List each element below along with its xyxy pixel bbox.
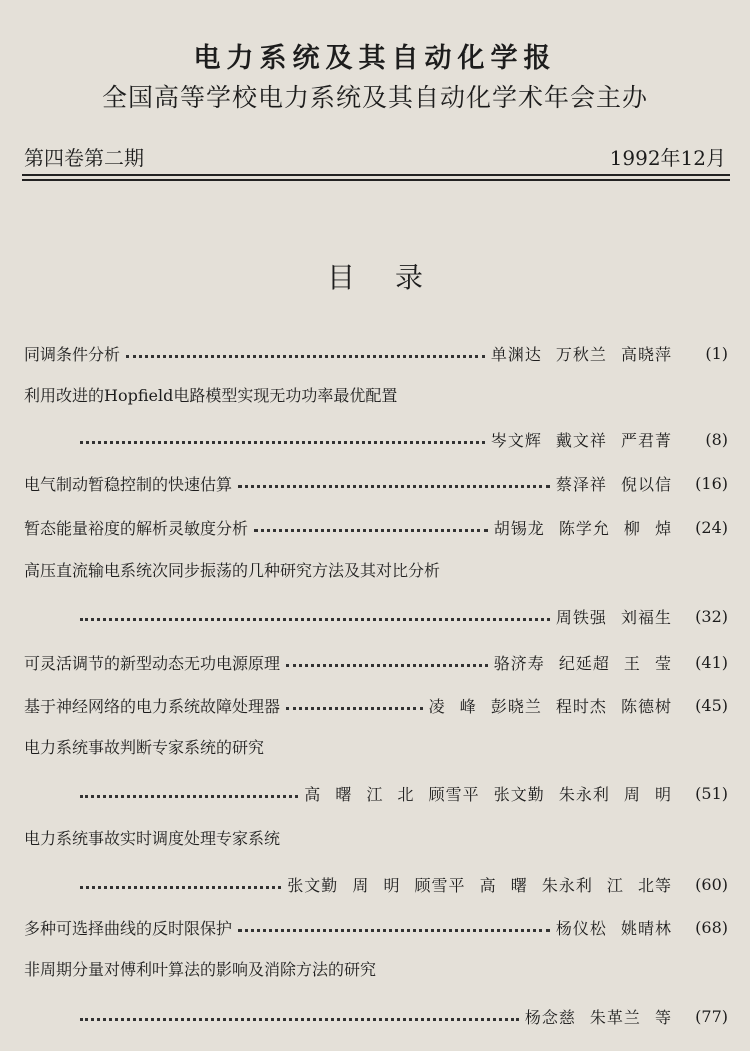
article-authors: 凌 峰 彭晓兰 程时杰 陈德树 — [428, 696, 672, 716]
leader-dots — [126, 341, 485, 358]
article-title[interactable]: 电力系统事故实时调度处理专家系统 — [24, 829, 281, 848]
journal-sponsor: 全国高等学校电力系统及其自动化学术年会主办 — [101, 83, 648, 112]
article-title: 基于神经网络的电力系统故障处理器 — [24, 696, 281, 716]
article-title[interactable]: 电力系统事故判断专家系统的研究 — [24, 738, 265, 757]
leader-dots — [254, 515, 488, 532]
page-number: (16) — [695, 473, 728, 493]
toc-entry[interactable] — [24, 692, 728, 718]
leader-dots — [238, 471, 550, 488]
leader-dots — [80, 604, 550, 621]
toc-entry[interactable] — [24, 603, 728, 629]
toc-heading: 目录 — [326, 261, 463, 294]
toc-entry[interactable] — [24, 780, 728, 806]
page-number: (41) — [695, 652, 728, 672]
article-title: 暂态能量裕度的解析灵敏度分析 — [24, 518, 249, 538]
article-title: 同调条件分析 — [24, 344, 121, 364]
toc-entry[interactable] — [24, 514, 728, 540]
toc-entry[interactable] — [24, 914, 728, 940]
toc-entry[interactable] — [24, 470, 728, 496]
article-authors: 岑文辉 戴文祥 严君菁 — [490, 430, 672, 450]
leader-dots — [286, 650, 488, 667]
page-number: (77) — [695, 1006, 728, 1026]
article-title: 可灵活调节的新型动态无功电源原理 — [24, 653, 281, 673]
article-authors: 单渊达 万秋兰 高晓萍 — [490, 344, 672, 364]
article-authors: 杨念慈 朱革兰 等 — [524, 1007, 672, 1027]
volume-issue: 第四卷第二期 — [24, 146, 144, 170]
publication-date: 1992年12月 — [609, 146, 726, 170]
page-number: (60) — [695, 874, 728, 894]
toc-entry[interactable] — [24, 871, 728, 897]
leader-dots — [80, 1004, 519, 1021]
article-authors: 胡锡龙 陈学允 柳 焯 — [493, 518, 672, 538]
article-title[interactable]: 利用改进的Hopfield电路模型实现无功功率最优配置 — [24, 386, 398, 405]
article-title[interactable]: 高压直流输电系统次同步振荡的几种研究方法及其对比分析 — [24, 561, 441, 580]
page-number: (32) — [695, 606, 728, 626]
toc-entry[interactable] — [24, 340, 728, 366]
article-authors: 骆济寿 纪延超 王 莹 — [493, 653, 672, 673]
header-rule-bottom — [22, 179, 730, 181]
leader-dots — [80, 872, 281, 889]
leader-dots — [286, 693, 423, 710]
toc-entry[interactable] — [24, 1003, 728, 1029]
article-title[interactable]: 非周期分量对傅利叶算法的影响及消除方法的研究 — [24, 960, 377, 979]
article-title: 电气制动暂稳控制的快速估算 — [24, 474, 233, 494]
article-title: 多种可选择曲线的反时限保护 — [24, 918, 233, 938]
toc-entry[interactable] — [24, 426, 728, 452]
article-authors: 张文勤 周 明 顾雪平 高 曙 朱永利 江 北等 — [287, 875, 672, 895]
leader-dots — [80, 427, 485, 444]
article-authors: 蔡泽祥 倪以信 — [555, 474, 672, 494]
toc-entry[interactable] — [24, 649, 728, 675]
page-number: (1) — [705, 343, 728, 363]
journal-title: 电力系统及其自动化学报 — [193, 43, 557, 74]
page-number: (45) — [695, 695, 728, 715]
header-rule-top — [22, 174, 730, 176]
page-number: (68) — [695, 917, 728, 937]
leader-dots — [80, 781, 298, 798]
page-number: (24) — [695, 517, 728, 537]
article-authors: 周铁强 刘福生 — [555, 607, 672, 627]
page-number: (8) — [705, 429, 728, 449]
leader-dots — [238, 915, 550, 932]
page-number: (51) — [695, 783, 728, 803]
article-authors: 杨仪松 姚晴林 — [555, 918, 672, 938]
article-authors: 高 曙 江 北 顾雪平 张文勤 朱永利 周 明 — [304, 784, 672, 804]
